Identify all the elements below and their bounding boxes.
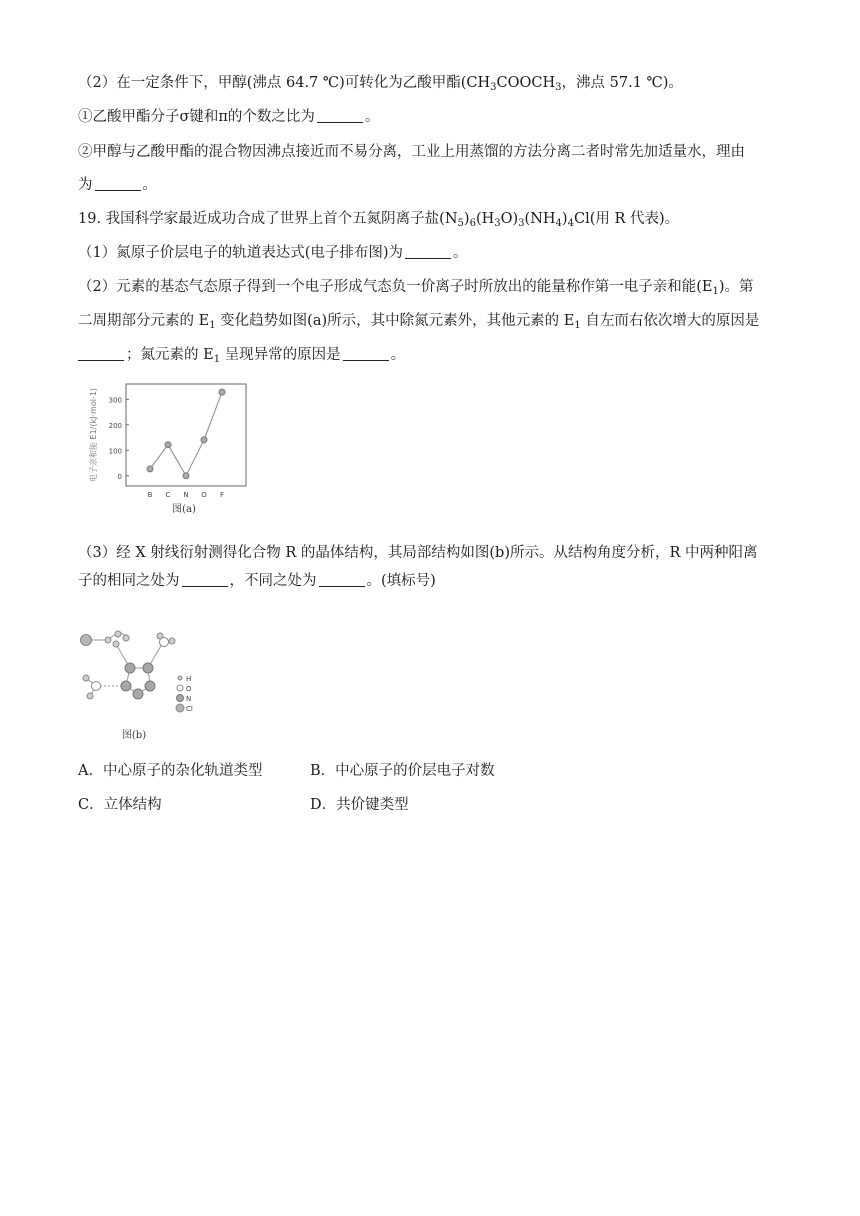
- hydrogen-atom: [87, 693, 93, 699]
- nitrogen-atom: [121, 681, 131, 691]
- q18-2-intro: （2）在一定条件下，甲醇(沸点 64.7 ℃)可转化为乙酸甲酯($CH_3COOCH_3$，沸点 57.1 ℃)。: [78, 75, 683, 93]
- legend-h: H: [186, 675, 192, 683]
- x-tick-label: O: [201, 491, 207, 499]
- data-points: [147, 389, 225, 479]
- nitrogen-atom: [125, 663, 135, 673]
- data-point: [219, 389, 225, 395]
- q19-part3-line2: 子的相同之处为 ，不同之处为 。(填标号): [78, 573, 436, 589]
- series-line: [150, 392, 222, 476]
- x-tick-label: F: [219, 491, 225, 499]
- hydrogen-atom: [113, 641, 119, 647]
- x-tick-label: C: [165, 491, 171, 499]
- answer-blank[interactable]: [78, 346, 124, 361]
- y-tick-label: 0: [117, 472, 122, 481]
- legend: [176, 675, 193, 713]
- figure-b-structure: [76, 622, 216, 746]
- q19-part2-line2: 二周期部分元素的 $E_1$ 变化趋势如图(a)所示，其中除氮元素外，其他元素的 $E_1$ 自左而右依次增大的原因是: [78, 313, 760, 331]
- answer-blank[interactable]: [95, 176, 141, 191]
- answer-blank[interactable]: [182, 572, 228, 587]
- oxygen-atom: [92, 682, 101, 691]
- legend-n: N: [186, 695, 192, 703]
- q18-2-sub1: ①乙酸甲酯分子σ键和π的个数之比为 。: [78, 109, 380, 125]
- x-tick-label: N: [183, 491, 189, 499]
- q19-stem: 19. 我国科学家最近成功合成了世界上首个五氮阴离子盐$(N_5)_6(H_3O)_3(NH_4)_4Cl$(用 R 代表)。: [78, 211, 680, 229]
- q19-part3-line1: （3）经 X 射线衍射测得化合物 R 的晶体结构，其局部结构如图(b)所示。从结构角度分析，R 中两种阳离: [78, 545, 758, 561]
- answer-blank[interactable]: [343, 346, 389, 361]
- figure-a-chart: [88, 380, 268, 520]
- y-axis-label: 电子亲和能 E1/(kJ·mol-1): [89, 387, 98, 483]
- x-tick-label: B: [147, 491, 153, 499]
- legend-o: O: [186, 685, 192, 693]
- hydrogen-atom: [115, 631, 121, 637]
- data-point: [183, 473, 189, 479]
- data-point: [165, 442, 171, 448]
- answer-blank[interactable]: [317, 108, 363, 123]
- legend-cl: Cl: [186, 705, 193, 713]
- data-point: [147, 466, 153, 472]
- q19-part2-line1: （2）元素的基态气态原子得到一个电子形成气态负一价离子时所放出的能量称作第一电子亲和能$(E_1)$。第: [78, 279, 754, 297]
- x-ticks: [148, 491, 224, 499]
- y-tick-label: 100: [108, 447, 122, 456]
- figure-b-caption: 图(b): [121, 730, 147, 741]
- q18-2-sub2-line2: 为 。: [78, 177, 157, 193]
- nitrogen-atom: [133, 689, 143, 699]
- option-d[interactable]: D．共价键类型: [310, 797, 409, 813]
- answer-blank[interactable]: [319, 572, 365, 587]
- option-b[interactable]: B．中心原子的价层电子对数: [310, 763, 495, 779]
- nitrogen-atom: [105, 637, 111, 643]
- chlorine-atom: [81, 635, 92, 646]
- hydrogen-atom: [169, 638, 175, 644]
- answer-blank[interactable]: [405, 244, 451, 259]
- hydrogen-atom: [83, 675, 89, 681]
- hydrogen-atom: [123, 635, 129, 641]
- data-point: [201, 437, 207, 443]
- y-tick-label: 200: [108, 421, 122, 430]
- nitrogen-atom: [145, 681, 155, 691]
- q18-2-sub2-line1: ②甲醇与乙酸甲酯的混合物因沸点接近而不易分离，工业上用蒸馏的方法分离二者时常先加适量水，理由: [78, 144, 745, 160]
- y-tick-label: 300: [108, 396, 122, 405]
- option-a[interactable]: A．中心原子的杂化轨道类型: [78, 763, 263, 779]
- option-c[interactable]: C．立体结构: [78, 797, 162, 813]
- q19-part1: （1）氮原子价层电子的轨道表达式(电子排布图)为 。: [78, 245, 468, 261]
- plot-frame: [126, 384, 246, 486]
- figure-a-caption: 图(a): [172, 504, 196, 515]
- q19-part2-line3: ；氮元素的 $E_1$ 呈现异常的原因是 。: [78, 345, 405, 365]
- nitrogen-atom: [143, 663, 153, 673]
- oxygen-atom: [160, 638, 169, 647]
